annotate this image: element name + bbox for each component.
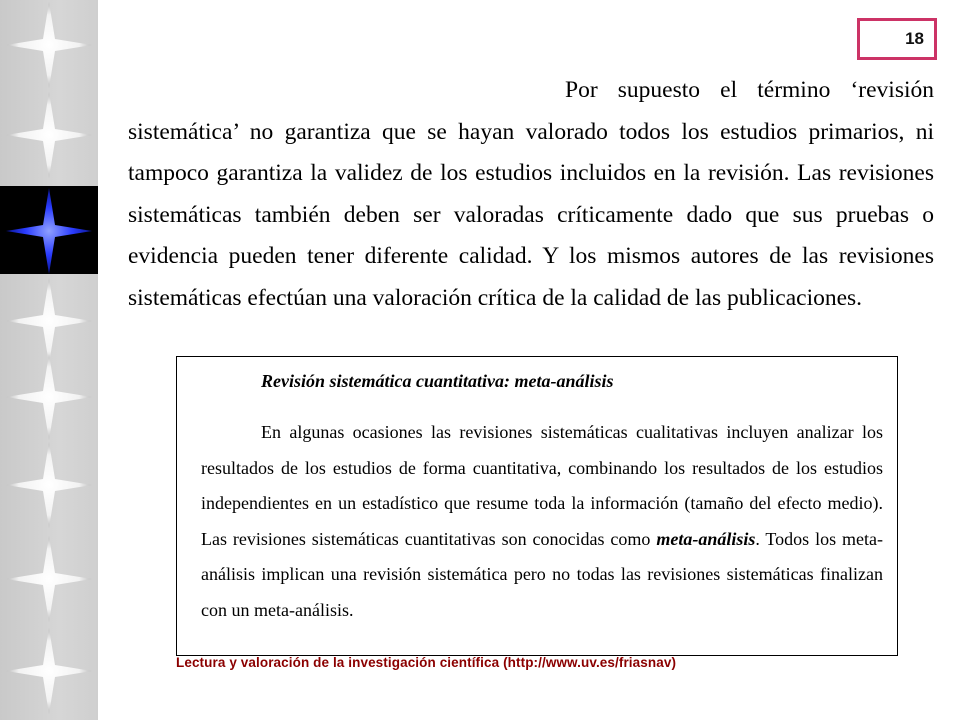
page-number-box xyxy=(857,18,937,60)
footer-text: Lectura y valoración de la investigación científica (http://www.uv.es/friasnav) xyxy=(176,655,677,670)
four-point-star-icon xyxy=(4,534,94,624)
four-point-star-icon xyxy=(4,352,94,442)
box-paragraph xyxy=(201,415,883,628)
four-point-star-icon xyxy=(4,0,94,90)
four-point-star-icon xyxy=(4,440,94,530)
main-paragraph: Por supuesto el término ‘revisión sistemática’ no garantiza que se hayan valorado todos los estudios primarios, ni tampoco garantiza la validez de los estudios incluidos en la revisión. Las revisiones sistemáticas también deben ser valoradas críticamente dado que sus pruebas o evidencia pueden tener diferente calidad. Y los mismos autores de las revisiones sistemáticas efectúan una valoración crítica de la calidad de las publicaciones. xyxy=(128,77,934,311)
sidebar-decoration xyxy=(0,0,98,720)
meta-analysis-box xyxy=(176,356,898,656)
page-number: 18 xyxy=(905,29,924,48)
box-text-part1: En algunas ocasiones las revisiones sistemáticas cualitativas incluyen analizar los resultados de los estudios de forma cuantitativa, combinando los resultados de los estudios independientes en un estadístico que resume toda la información (tamaño del efecto medio). Las revisiones sistemáticas cuantitativas son conocidas como xyxy=(201,422,883,549)
active-star-icon xyxy=(4,186,94,276)
box-emphasis: meta-análisis xyxy=(656,528,756,549)
four-point-star-icon xyxy=(4,626,94,716)
four-point-star-icon xyxy=(4,90,94,180)
box-title: Revisión sistemática cuantitativa: meta-análisis xyxy=(261,371,614,391)
box-text-part2: . Todos los meta-análisis implican una revisión sistemática pero no todas las revisiones sistemáticas finalizan con un meta-análisis. xyxy=(201,528,883,620)
